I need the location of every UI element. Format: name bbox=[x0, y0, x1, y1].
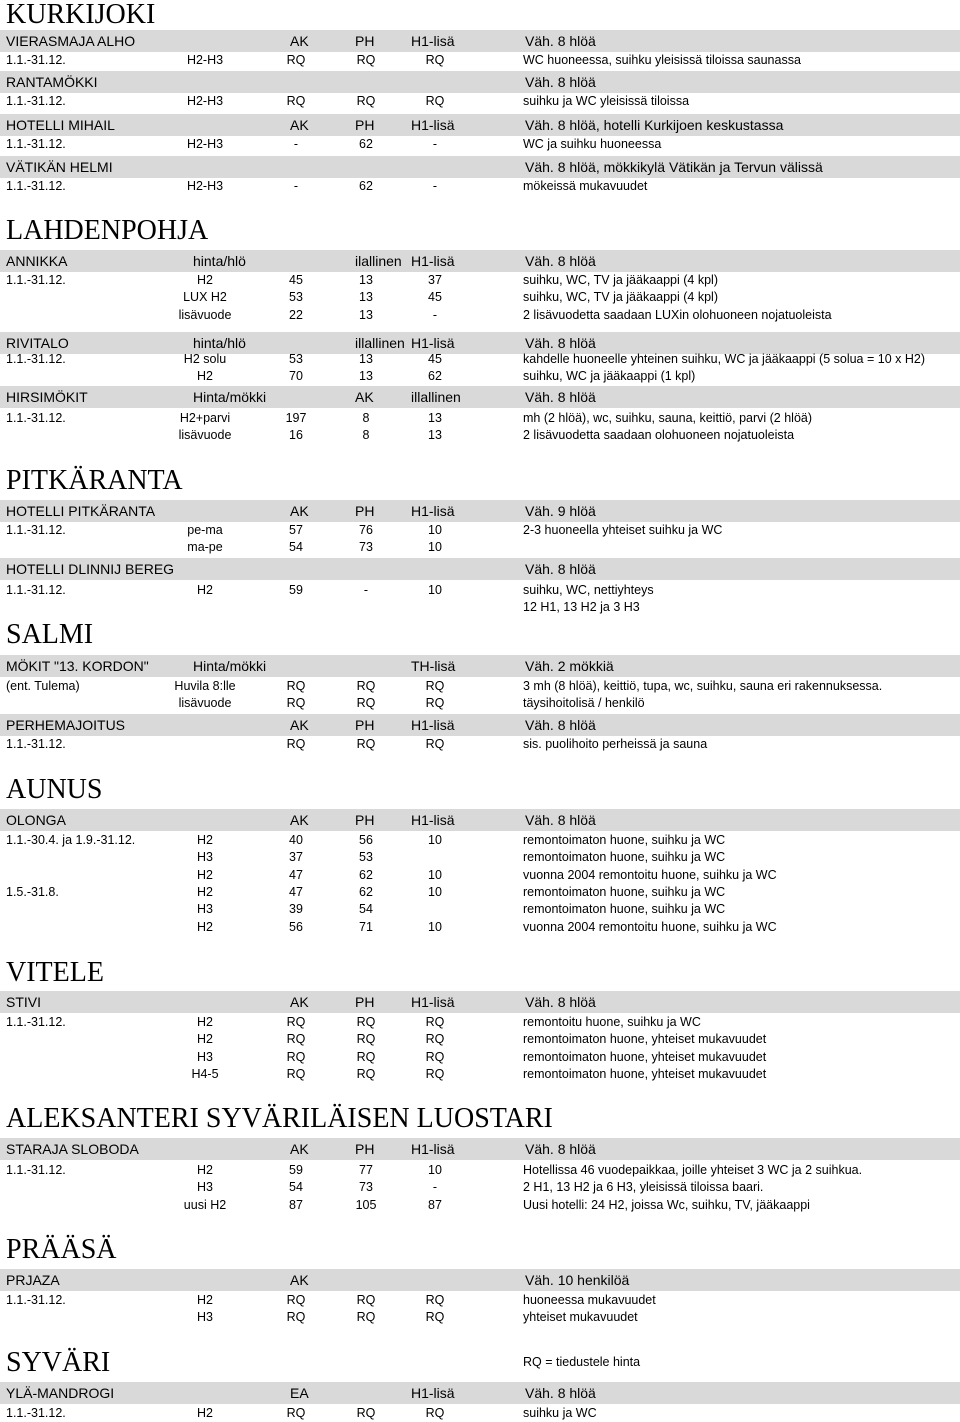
price: RQ bbox=[425, 1015, 445, 1029]
section-title: PRÄÄSÄ bbox=[6, 1234, 117, 1265]
price: 45 bbox=[289, 273, 303, 287]
section-title: SYVÄRI bbox=[6, 1347, 111, 1378]
col-header: AK bbox=[290, 1141, 309, 1157]
col-header: H1-lisä bbox=[411, 717, 455, 733]
date-range: 1.1.-31.12. bbox=[6, 1293, 66, 1307]
room-type: H2-H3 bbox=[186, 53, 224, 67]
date-range: 1.1.-30.4. ja 1.9.-31.12. bbox=[6, 833, 136, 847]
hotel-name: PERHEMAJOITUS bbox=[6, 717, 126, 733]
price: RQ bbox=[425, 1293, 445, 1307]
price-header: hinta/hlö bbox=[193, 335, 246, 351]
price: 70 bbox=[289, 369, 303, 383]
price: 73 bbox=[359, 1180, 373, 1194]
room-type: H3 bbox=[197, 1050, 213, 1064]
description: suihku, WC, TV ja jääkaappi (4 kpl) bbox=[523, 273, 718, 287]
price: RQ bbox=[356, 1310, 376, 1324]
minimum-note: Väh. 8 hlöä, mökkikylä Vätikän ja Tervun välissä bbox=[525, 159, 823, 175]
minimum-note: Väh. 8 hlöä, hotelli Kurkijoen keskustassa bbox=[525, 117, 784, 133]
hotel-name: HIRSIMÖKIT bbox=[6, 389, 88, 405]
col-header: PH bbox=[355, 717, 375, 733]
price: 13 bbox=[359, 352, 373, 366]
description: WC ja suihku huoneessa bbox=[523, 137, 662, 151]
price: 10 bbox=[428, 833, 442, 847]
price: 10 bbox=[428, 583, 442, 597]
room-type: lisävuode bbox=[178, 696, 232, 710]
price: 39 bbox=[289, 902, 303, 916]
hotel-header-band bbox=[0, 1269, 960, 1291]
description: kahdelle huoneelle yhteinen suihku, WC ja jääkaappi (5 solua = 10 x H2) bbox=[523, 352, 925, 366]
description: remontoimaton huone, suihku ja WC bbox=[523, 902, 726, 916]
section-title: ALEKSANTERI SYVÄRILÄISEN LUOSTARI bbox=[6, 1103, 553, 1134]
price: RQ bbox=[286, 1067, 306, 1081]
description: remontoimaton huone, yhteiset mukavuudet bbox=[523, 1032, 767, 1046]
price: - bbox=[432, 308, 438, 322]
price: 53 bbox=[359, 850, 373, 864]
price: RQ bbox=[425, 1310, 445, 1324]
price: 56 bbox=[359, 833, 373, 847]
hotel-name: STARAJA SLOBODA bbox=[6, 1141, 139, 1157]
price: 47 bbox=[289, 885, 303, 899]
price: 62 bbox=[359, 868, 373, 882]
price: RQ bbox=[425, 53, 445, 67]
hotel-header-band bbox=[0, 809, 960, 831]
minimum-note: Väh. 8 hlöä bbox=[525, 717, 596, 733]
section-title: PITKÄRANTA bbox=[6, 465, 183, 496]
price: RQ bbox=[425, 679, 445, 693]
room-type: uusi H2 bbox=[183, 1198, 227, 1212]
minimum-note: Väh. 8 hlöä bbox=[525, 1385, 596, 1401]
hotel-name: RIVITALO bbox=[6, 335, 69, 351]
col-header: PH bbox=[355, 812, 375, 828]
description: mh (2 hlöä), wc, suihku, sauna, keittiö, parvi (2 hlöä) bbox=[523, 411, 813, 425]
price-header: Hinta/mökki bbox=[193, 658, 267, 674]
minimum-note: Väh. 8 hlöä bbox=[525, 812, 596, 828]
price: RQ bbox=[356, 94, 376, 108]
hotel-name: RANTAMÖKKI bbox=[6, 74, 98, 90]
section-title: VITELE bbox=[6, 957, 104, 988]
description: 12 H1, 13 H2 ja 3 H3 bbox=[523, 600, 640, 614]
price: 73 bbox=[359, 540, 373, 554]
room-type: ma-pe bbox=[187, 540, 223, 554]
price: RQ bbox=[286, 1050, 306, 1064]
room-type: H2 bbox=[197, 583, 213, 597]
col-header: AK bbox=[290, 812, 309, 828]
price: 16 bbox=[289, 428, 303, 442]
price: 10 bbox=[428, 540, 442, 554]
description: Uusi hotelli: 24 H2, joissa Wc, suihku, TV, jääkaappi bbox=[523, 1198, 810, 1212]
col-header: AK bbox=[290, 994, 309, 1010]
room-type: H2 bbox=[197, 920, 213, 934]
minimum-note: Väh. 8 hlöä bbox=[525, 74, 596, 90]
col-header: AK bbox=[290, 117, 309, 133]
col-header: H1-lisä bbox=[411, 253, 455, 269]
description: remontoimaton huone, suihku ja WC bbox=[523, 833, 726, 847]
description: mökeissä mukavuudet bbox=[523, 179, 648, 193]
price: RQ bbox=[286, 1015, 306, 1029]
price: 13 bbox=[359, 290, 373, 304]
hotel-name: YLÄ-MANDROGI bbox=[6, 1385, 115, 1401]
price: 56 bbox=[289, 920, 303, 934]
description: vuonna 2004 remontoitu huone, suihku ja WC bbox=[523, 868, 777, 882]
hotel-name: STIVI bbox=[6, 994, 42, 1010]
hotel-name: HOTELLI MIHAIL bbox=[6, 117, 115, 133]
price: 13 bbox=[428, 428, 442, 442]
price: 105 bbox=[355, 1198, 377, 1212]
room-type: H2 bbox=[197, 1406, 213, 1420]
col-header: H1-lisä bbox=[411, 503, 455, 519]
room-type: H2 bbox=[197, 369, 213, 383]
hotel-header-band bbox=[0, 1382, 960, 1404]
price: 62 bbox=[359, 885, 373, 899]
price: RQ bbox=[286, 1310, 306, 1324]
room-type: H4-5 bbox=[191, 1067, 219, 1081]
description: suihku, WC, nettiyhteys bbox=[523, 583, 654, 597]
description: 2 H1, 13 H2 ja 6 H3, yleisissä tiloissa baari. bbox=[523, 1180, 764, 1194]
hotel-name: HOTELLI DLINNIJ BEREG bbox=[6, 561, 175, 577]
hotel-header-band bbox=[0, 714, 960, 736]
price: RQ bbox=[425, 1406, 445, 1420]
description: remontoitu huone, suihku ja WC bbox=[523, 1015, 701, 1029]
date-range: 1.1.-31.12. bbox=[6, 583, 66, 597]
date-range: 1.1.-31.12. bbox=[6, 352, 66, 366]
price: RQ bbox=[356, 1050, 376, 1064]
date-range: 1.1.-31.12. bbox=[6, 179, 66, 193]
col-header: PH bbox=[355, 1141, 375, 1157]
hotel-header-band bbox=[0, 71, 960, 93]
price: - bbox=[432, 137, 438, 151]
description: remontoimaton huone, suihku ja WC bbox=[523, 850, 726, 864]
price: 40 bbox=[289, 833, 303, 847]
price: 47 bbox=[289, 868, 303, 882]
section-title: LAHDENPOHJA bbox=[6, 215, 209, 246]
price: 10 bbox=[428, 1163, 442, 1177]
price: 87 bbox=[428, 1198, 442, 1212]
price: 57 bbox=[289, 523, 303, 537]
hotel-header-band bbox=[0, 386, 960, 408]
col-header: PH bbox=[355, 994, 375, 1010]
minimum-note: Väh. 8 hlöä bbox=[525, 1141, 596, 1157]
minimum-note: Väh. 8 hlöä bbox=[525, 994, 596, 1010]
col-header: H1-lisä bbox=[411, 335, 455, 351]
date-range: 1.5.-31.8. bbox=[6, 885, 59, 899]
price: RQ bbox=[356, 1293, 376, 1307]
col-header: EA bbox=[290, 1385, 309, 1401]
hotel-name: OLONGA bbox=[6, 812, 66, 828]
description: täysihoitolisä / henkilö bbox=[523, 696, 645, 710]
price: - bbox=[363, 583, 369, 597]
section-title: SALMI bbox=[6, 619, 94, 650]
hotel-header-band bbox=[0, 250, 960, 272]
room-type: H2 bbox=[197, 1163, 213, 1177]
col-header: PH bbox=[355, 503, 375, 519]
hotel-name: VÄTIKÄN HELMI bbox=[6, 159, 113, 175]
hotel-header-band bbox=[0, 30, 960, 52]
minimum-note: Väh. 8 hlöä bbox=[525, 33, 596, 49]
col-header: AK bbox=[290, 717, 309, 733]
col-header: H1-lisä bbox=[411, 117, 455, 133]
room-type: pe-ma bbox=[187, 523, 223, 537]
description: suihku ja WC bbox=[523, 1406, 597, 1420]
date-range: 1.1.-31.12. bbox=[6, 523, 66, 537]
price: RQ bbox=[286, 737, 306, 751]
description: 3 mh (8 hlöä), keittiö, tupa, wc, suihku, sauna eri rakennuksessa. bbox=[523, 679, 883, 693]
section-title: AUNUS bbox=[6, 774, 103, 805]
hotel-name: MÖKIT "13. KORDON" bbox=[6, 658, 149, 674]
price: RQ bbox=[356, 737, 376, 751]
col-header: AK bbox=[290, 1272, 309, 1288]
col-header: H1-lisä bbox=[411, 812, 455, 828]
price: 62 bbox=[359, 137, 373, 151]
price: 22 bbox=[289, 308, 303, 322]
date-range: 1.1.-31.12. bbox=[6, 1163, 66, 1177]
price: RQ bbox=[425, 696, 445, 710]
section-title: KURKIJOKI bbox=[6, 0, 156, 30]
price: 87 bbox=[289, 1198, 303, 1212]
room-type: H3 bbox=[197, 902, 213, 916]
col-header: ilallinen bbox=[355, 253, 402, 269]
price: 59 bbox=[289, 583, 303, 597]
price: RQ bbox=[286, 94, 306, 108]
date-range: 1.1.-31.12. bbox=[6, 411, 66, 425]
room-type: Huvila 8:lle bbox=[174, 679, 236, 693]
description: 2 lisävuodetta saadaan olohuoneen nojatuoleista bbox=[523, 428, 795, 442]
room-type: H2 bbox=[197, 1293, 213, 1307]
minimum-note: Väh. 8 hlöä bbox=[525, 253, 596, 269]
price: 59 bbox=[289, 1163, 303, 1177]
hotel-name: VIERASMAJA ALHO bbox=[6, 33, 136, 49]
price: 13 bbox=[359, 273, 373, 287]
price: RQ bbox=[286, 1293, 306, 1307]
price: 10 bbox=[428, 885, 442, 899]
price: RQ bbox=[356, 696, 376, 710]
price: RQ bbox=[356, 1015, 376, 1029]
price: 54 bbox=[289, 540, 303, 554]
hotel-header-band bbox=[0, 114, 960, 136]
description: 2-3 huoneella yhteiset suihku ja WC bbox=[523, 523, 723, 537]
room-type: H2+parvi bbox=[179, 411, 231, 425]
legend-note: RQ = tiedustele hinta bbox=[523, 1355, 641, 1369]
hotel-name: ANNIKKA bbox=[6, 253, 68, 269]
room-type: H2-H3 bbox=[186, 94, 224, 108]
price: RQ bbox=[286, 696, 306, 710]
description: suihku, WC, TV ja jääkaappi (4 kpl) bbox=[523, 290, 718, 304]
price: RQ bbox=[356, 1406, 376, 1420]
date-range: 1.1.-31.12. bbox=[6, 1406, 66, 1420]
col-header: AK bbox=[290, 33, 309, 49]
room-type: H2 bbox=[197, 885, 213, 899]
price: 37 bbox=[428, 273, 442, 287]
room-type: H2 bbox=[197, 1032, 213, 1046]
price: RQ bbox=[286, 1406, 306, 1420]
minimum-note: Väh. 8 hlöä bbox=[525, 335, 596, 351]
price: 62 bbox=[359, 179, 373, 193]
hotel-header-band bbox=[0, 1138, 960, 1160]
minimum-note: Väh. 8 hlöä bbox=[525, 561, 596, 577]
room-type: H2-H3 bbox=[186, 179, 224, 193]
price: RQ bbox=[356, 679, 376, 693]
price-header: hinta/hlö bbox=[193, 253, 246, 269]
price: 54 bbox=[359, 902, 373, 916]
price: RQ bbox=[425, 94, 445, 108]
description: remontoimaton huone, suihku ja WC bbox=[523, 885, 726, 899]
price: RQ bbox=[286, 53, 306, 67]
description: WC huoneessa, suihku yleisissä tiloissa saunassa bbox=[523, 53, 801, 67]
price: 45 bbox=[428, 352, 442, 366]
price: 37 bbox=[289, 850, 303, 864]
description: huoneessa mukavuudet bbox=[523, 1293, 656, 1307]
description: suihku, WC ja jääkaappi (1 kpl) bbox=[523, 369, 696, 383]
description: suihku ja WC yleisissä tiloissa bbox=[523, 94, 690, 108]
price: 13 bbox=[428, 411, 442, 425]
price: 8 bbox=[362, 428, 370, 442]
date-range: 1.1.-31.12. bbox=[6, 737, 66, 751]
room-type: H2 bbox=[197, 868, 213, 882]
date-range: 1.1.-31.12. bbox=[6, 1015, 66, 1029]
col-header: illallinen bbox=[411, 389, 461, 405]
price: RQ bbox=[425, 1032, 445, 1046]
date-range: 1.1.-31.12. bbox=[6, 137, 66, 151]
col-header: illallinen bbox=[355, 335, 405, 351]
col-header: H1-lisä bbox=[411, 1385, 455, 1401]
room-type: H3 bbox=[197, 1180, 213, 1194]
price: RQ bbox=[286, 1032, 306, 1046]
minimum-note: Väh. 8 hlöä bbox=[525, 389, 596, 405]
room-type: LUX H2 bbox=[183, 290, 227, 304]
price: RQ bbox=[356, 1032, 376, 1046]
description: sis. puolihoito perheissä ja sauna bbox=[523, 737, 708, 751]
price: - bbox=[293, 179, 299, 193]
hotel-header-band bbox=[0, 991, 960, 1013]
price: 77 bbox=[359, 1163, 373, 1177]
room-type: H2 bbox=[197, 833, 213, 847]
price: 13 bbox=[359, 369, 373, 383]
price-header: Hinta/mökki bbox=[193, 389, 267, 405]
price: 71 bbox=[359, 920, 373, 934]
description: vuonna 2004 remontoitu huone, suihku ja WC bbox=[523, 920, 777, 934]
price: RQ bbox=[356, 1067, 376, 1081]
price: 54 bbox=[289, 1180, 303, 1194]
hotel-name: PRJAZA bbox=[6, 1272, 60, 1288]
description: remontoimaton huone, yhteiset mukavuudet bbox=[523, 1050, 767, 1064]
price: 10 bbox=[428, 868, 442, 882]
date-range: (ent. Tulema) bbox=[6, 679, 80, 693]
description: yhteiset mukavuudet bbox=[523, 1310, 638, 1324]
room-type: H2-H3 bbox=[186, 137, 224, 151]
price: 197 bbox=[285, 411, 307, 425]
price: 53 bbox=[289, 352, 303, 366]
price: - bbox=[432, 179, 438, 193]
room-type: H3 bbox=[197, 1310, 213, 1324]
col-header: H1-lisä bbox=[411, 33, 455, 49]
price: RQ bbox=[425, 1067, 445, 1081]
price: - bbox=[293, 137, 299, 151]
col-header: PH bbox=[355, 117, 375, 133]
col-header: AK bbox=[290, 503, 309, 519]
hotel-name: HOTELLI PITKÄRANTA bbox=[6, 503, 156, 519]
col-header: H1-lisä bbox=[411, 1141, 455, 1157]
minimum-note: Väh. 9 hlöä bbox=[525, 503, 596, 519]
col-header: TH-lisä bbox=[411, 658, 456, 674]
room-type: lisävuode bbox=[178, 428, 232, 442]
price: 10 bbox=[428, 920, 442, 934]
room-type: H2 bbox=[197, 1015, 213, 1029]
price: RQ bbox=[425, 1050, 445, 1064]
price: 45 bbox=[428, 290, 442, 304]
date-range: 1.1.-31.12. bbox=[6, 273, 66, 287]
room-type: H2 bbox=[197, 273, 213, 287]
room-type: H2 solu bbox=[183, 352, 227, 366]
date-range: 1.1.-31.12. bbox=[6, 53, 66, 67]
col-header: H1-lisä bbox=[411, 994, 455, 1010]
price: - bbox=[432, 1180, 438, 1194]
col-header: AK bbox=[355, 389, 374, 405]
price: 53 bbox=[289, 290, 303, 304]
room-type: H3 bbox=[197, 850, 213, 864]
price: RQ bbox=[425, 737, 445, 751]
minimum-note: Väh. 2 mökkiä bbox=[525, 658, 614, 674]
price: 10 bbox=[428, 523, 442, 537]
room-type: lisävuode bbox=[178, 308, 232, 322]
price: 13 bbox=[359, 308, 373, 322]
description: Hotellissa 46 vuodepaikkaa, joille yhteiset 3 WC ja 2 suihkua. bbox=[523, 1163, 863, 1177]
price: RQ bbox=[356, 53, 376, 67]
price: 76 bbox=[359, 523, 373, 537]
minimum-note: Väh. 10 henkilöä bbox=[525, 1272, 630, 1288]
price: 62 bbox=[428, 369, 442, 383]
col-header: PH bbox=[355, 33, 375, 49]
price: 8 bbox=[362, 411, 370, 425]
description: 2 lisävuodetta saadaan LUXin olohuoneen nojatuoleista bbox=[523, 308, 832, 322]
price: RQ bbox=[286, 679, 306, 693]
description: remontoimaton huone, yhteiset mukavuudet bbox=[523, 1067, 767, 1081]
date-range: 1.1.-31.12. bbox=[6, 94, 66, 108]
